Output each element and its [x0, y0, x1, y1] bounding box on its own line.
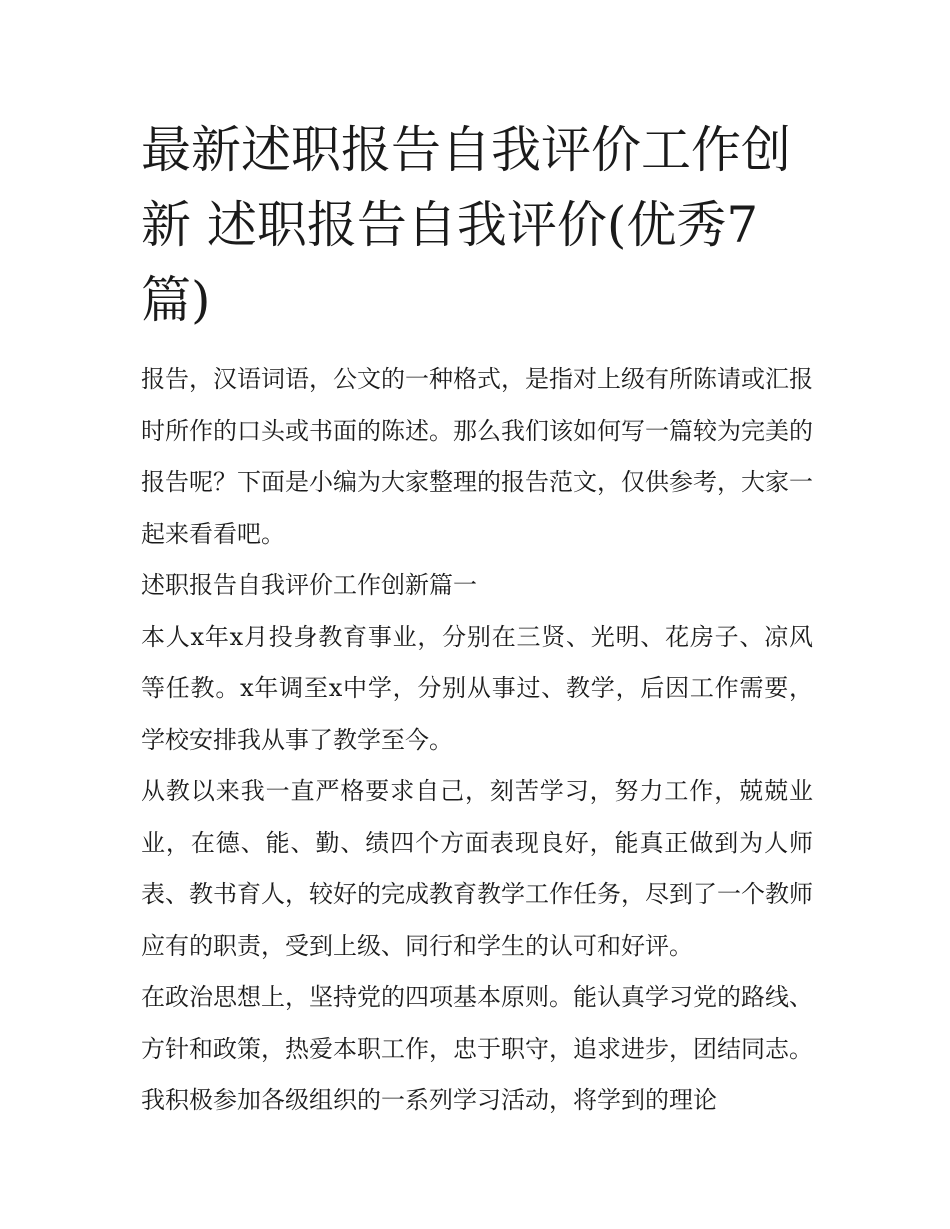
section-heading: 述职报告自我评价工作创新篇一 [141, 571, 477, 599]
body-paragraph: 从教以来我一直严格要求自己，刻苦学习，努力工作，兢兢业业，在德、能、勤、绩四个方面表现良好，能真正做到为人师表、教书育人，较好的完成教育教学工作任务，尽到了一个教师应有的职责，受到上级、同行和学生的认可和好评。 [141, 777, 813, 960]
body-paragraph: 本人x年x月投身教育事业，分别在三贤、光明、花房子、凉风等任教。x年调至x中学，分别从事过、教学，后因工作需要，学校安排我从事了教学至今。 [141, 622, 813, 754]
document-title: 最新述职报告自我评价工作创新 述职报告自我评价(优秀7篇) [141, 121, 791, 329]
body-paragraph: 在政治思想上，坚持党的四项基本原则。能认真学习党的路线、方针和政策，热爱本职工作，忠于职守，追求进步，团结同志。我积极参加各级组织的一系列学习活动，将学到的理论 [141, 983, 813, 1114]
document-body [141, 113, 813, 1127]
intro-paragraph: 报告，汉语词语，公文的一种格式，是指对上级有所陈请或汇报时所作的口头或书面的陈述。那么我们该如何写一篇较为完美的报告呢？下面是小编为大家整理的报告范文，仅供参考，大家一起来看看吧。 [141, 365, 813, 548]
